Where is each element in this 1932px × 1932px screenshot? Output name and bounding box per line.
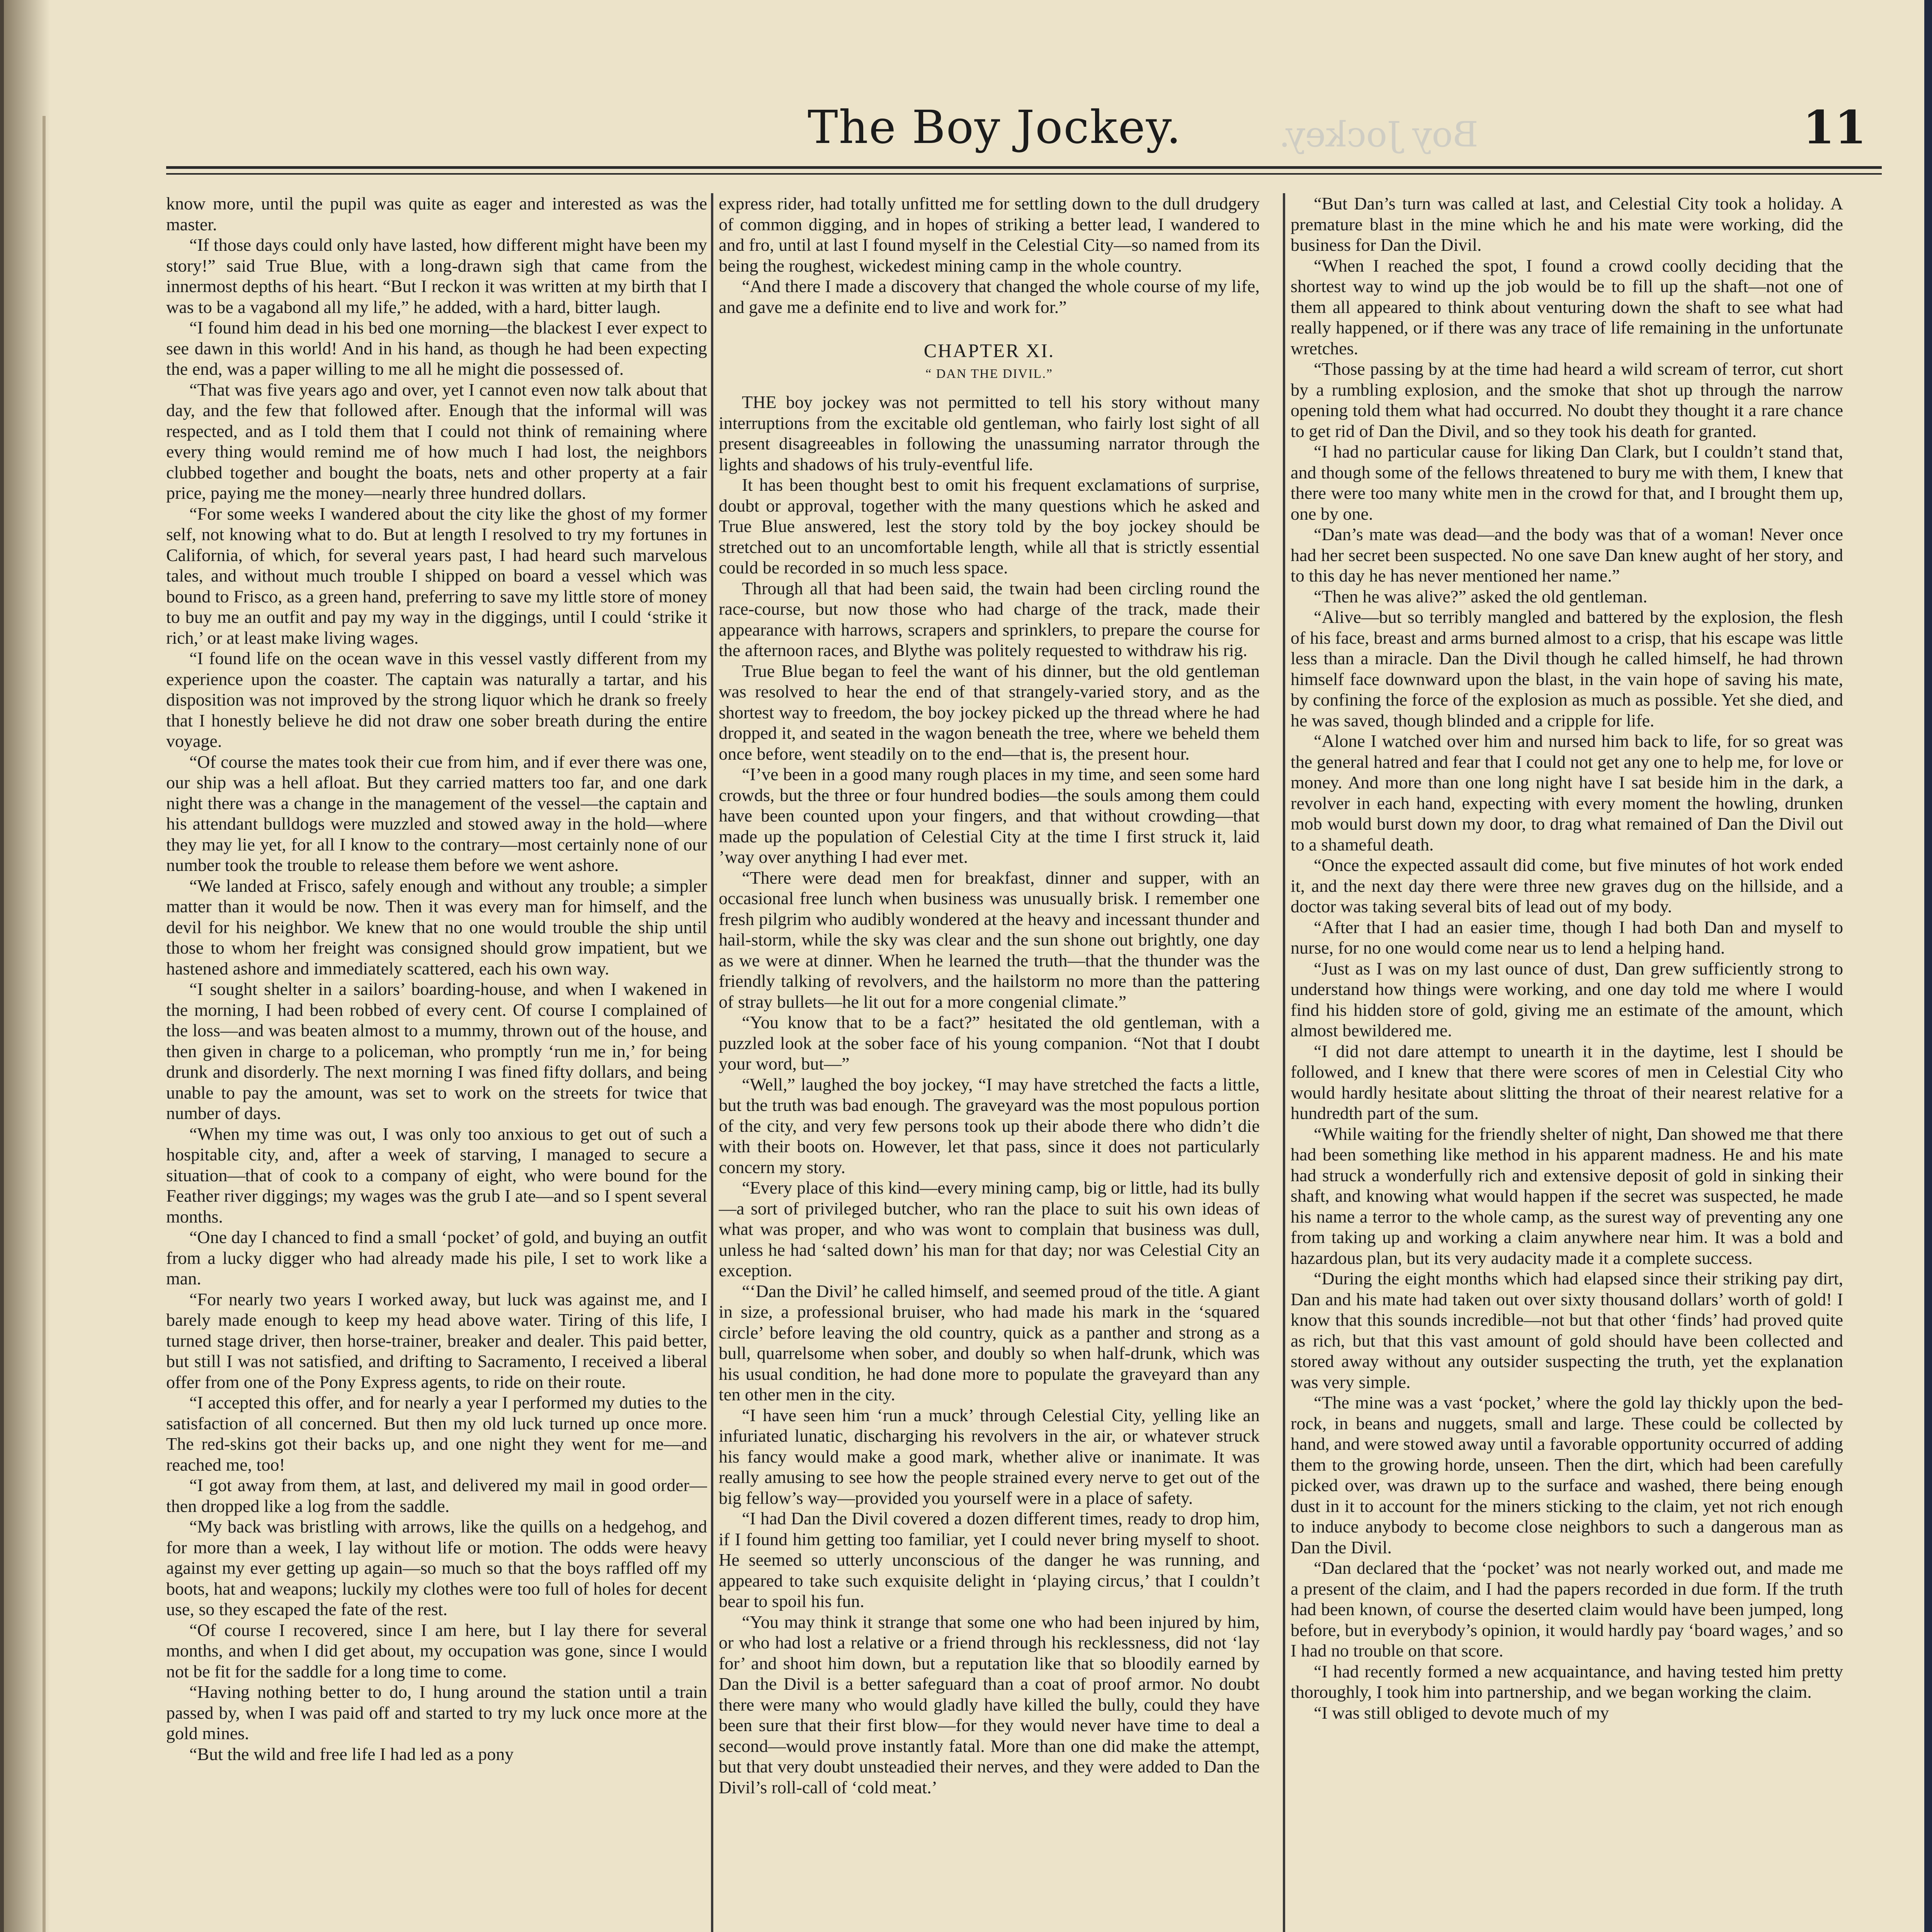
paragraph: “There were dead men for breakfast, dinner and supper, with an occasional free lunch when business was unusually brisk. I remember one fresh pilgrim who audibly wondered at the heavy and incessant thunder and hail-storm, while the sky was clear and the sun shone out brightly, one day as we were at dinner. When he learned the truth—that the thunder was the friendly talking of revolvers, and the hailstorm no more than the pattering of stray bullets—he lit out for a more congenial climate.” — [719, 867, 1260, 1012]
column-divider — [1283, 193, 1285, 1932]
text-column-3 — [1291, 193, 1843, 1932]
paragraph: “That was five years ago and over, yet I cannot even now talk about that day, and the few that followed after. Enough that the informal will was respected, and as I told them that I could not think of remaining where every thing would remind me of how much I had lost, the neighbors clubbed together and bought the boats, nets and other property at a fair price, paying me the money—nearly three hundred dollars. — [166, 379, 707, 503]
paragraph: “Having nothing better to do, I hung around the station until a train passed by, when I was paid off and started to try my luck once more at the gold mines. — [166, 1682, 707, 1743]
column-divider — [711, 193, 713, 1932]
page-number: 11 — [1803, 100, 1866, 154]
text-column-1 — [166, 193, 707, 1932]
paragraph: “And there I made a discovery that changed the whole course of my life, and gave me a definite end to live and work for.” — [719, 276, 1260, 317]
paragraph: “Alone I watched over him and nursed him back to life, for so great was the general hatred and fear that I could not get any one to help me, for love or money. And more than one long night have I sat beside him in the dark, a revolver in each hand, expecting with every moment the howling, drunken mob would burst down my door, to drag what remained of Dan the Divil out to a shameful death. — [1291, 731, 1843, 854]
paragraph: “Then he was alive?” asked the old gentleman. — [1314, 586, 1648, 606]
chapter-title: “ DAN THE DIVIL.” — [925, 366, 1053, 381]
paragraph: “When I reached the spot, I found a crowd coolly deciding that the shortest way to wind up the job would be to fill up the shaft—not one of them all appeared to think about venturing down the shaft to see what had really happened, or if there was any trace of life remaining in the unfortunate wretches. — [1291, 255, 1843, 358]
paragraph: express rider, had totally unfitted me for settling down to the dull drudgery of common digging, and in hopes of striking a better lead, I wandered to and fro, until at last I found myself in the Celestial City—so named from its being the roughest, wickedest mining camp in the whole country. — [719, 194, 1260, 276]
header-rule-thin — [166, 173, 1882, 175]
paragraph: “During the eight months which had elapsed since their striking pay dirt, Dan and his mate had taken out over sixty thousand dollars’ worth of gold! I know that this sounds incredible—not but that other ‘finds’ had proved quite as rich, but that this vast amount of gold should have been collected and stored away without any outsider suspecting the truth, yet the explanation was very simple. — [1291, 1269, 1843, 1392]
paragraph: “‘Dan the Divil’ he called himself, and seemed proud of the title. A giant in size, a professional bruiser, who had made his mark in the ‘squared circle’ before leaving the old country, quick as a panther and strong as a bull, quarrelsome when sober, and doubly so when half-drunk, which was his usual condition, he had done more to populate the graveyard than any ten other men in the city. — [719, 1281, 1260, 1404]
paragraph: “But the wild and free life I had led as a pony — [189, 1744, 514, 1764]
header-rule — [166, 166, 1882, 169]
paragraph: “I was still obliged to devote much of my — [1314, 1702, 1609, 1723]
running-header — [166, 93, 1882, 185]
paragraph: “If those days could only have lasted, how different might have been my story!” said True Blue, with a long-drawn sigh that came from the innermost depths of his heart. “But I reckon it was written at my birth that I was to be a vagabond all my life,” he added, with a hard, bitter laugh. — [166, 235, 707, 317]
paragraph: “We landed at Frisco, safely enough and without any trouble; a simpler matter than it would be now. Then it was every man for himself, and the devil for his neighbor. We knew that no one would trouble the ship until those to whom her freight was consigned should grow impatient, but we hastened ashore and immediately scattered, each his own way. — [166, 876, 707, 978]
paragraph: “Of course I recovered, since I am here, but I lay there for several months, and when I did get about, my occupation was gone, since I would not be fit for the saddle for a long time to come. — [166, 1620, 707, 1681]
paragraph: “I got away from them, at last, and delivered my mail in good order—then dropped like a log from the saddle. — [166, 1475, 707, 1516]
paragraph: “I have seen him ‘run a muck’ through Celestial City, yelling like an infuriated lunatic, discharging his revolvers in the air, or whatever struck his fancy would make a good mark, whether alive or inanimate. It was really amusing to see how the people strained every nerve to get out of the big fellow’s way—provided you yourself were in a place of safety. — [719, 1405, 1260, 1508]
chapter-heading: CHAPTER XI. — [923, 340, 1055, 361]
paragraph: “I had recently formed a new acquaintance, and having tested him pretty thoroughly, I took him into partnership, and we began working the claim. — [1291, 1661, 1843, 1702]
paragraph: “I did not dare attempt to unearth it in the daytime, lest I should be followed, and I knew that there were scores of men in Celestial City who would hardly hesitate about slitting the throat of their nearest relative for a hundredth part of the sum. — [1291, 1041, 1843, 1123]
paragraph: “After that I had an easier time, though I had both Dan and myself to nurse, for no one would come near us to lend a helping hand. — [1291, 917, 1843, 957]
paragraph: “One day I chanced to find a small ‘pocket’ of gold, and buying an outfit from a lucky digger who had already made his pile, I set to work like a man. — [166, 1227, 707, 1288]
paragraph: “For nearly two years I worked away, but luck was against me, and I barely made enough to keep my head above water. Tiring of this life, I turned stage driver, then horse-trainer, breaker and dealer. This paid better, but still I was not satisfied, and drifting to Sacramento, I received a liberal offer from one of the Pony Express agents, to ride on their route. — [166, 1289, 707, 1392]
paragraph: “I’ve been in a good many rough places in my time, and seen some hard crowds, but the three or four hundred bodies—the souls among them could have been counted upon your fingers, and that without crowding—that made up the population of Celestial City at the time I first struck it, laid ’way over anything I had ever met. — [719, 764, 1260, 867]
paragraph: Through all that had been said, the twain had been circling round the race-course, but now those who had charge of the track, made their appearance with harrows, scrapers and sprinklers, to prepare the course for the afternoon races, and Blythe was politely requested to withdraw his rig. — [719, 578, 1260, 660]
paragraph: “I found life on the ocean wave in this vessel vastly different from my experience upon the coaster. The captain was naturally a tartar, and his disposition was not improved by the strong liquor which he drank so freely that I honestly believe he did not draw one sober breath during the entire voyage. — [166, 648, 707, 751]
paragraph: “Dan’s mate was dead—and the body was that of a woman! Never once had her secret been suspected. No one save Dan knew aught of her story, and to this day he has never mentioned her name.” — [1291, 524, 1843, 585]
page-fold-line — [43, 116, 46, 1932]
text-column-2 — [719, 193, 1260, 1932]
paragraph: “I sought shelter in a sailors’ boarding-house, and when I wakened in the morning, I had been robbed of every cent. Of course I complained of the loss—and was beaten almost to a mummy, thrown out of the house, and then given in charge to a policeman, who promptly ‘run me in,’ for being drunk and disorderly. The next morning I was fined fifty dollars, and being unable to pay the amount, was set to work on the streets for twice that number of days. — [166, 979, 707, 1123]
running-title: The Boy Jockey. — [808, 100, 1182, 154]
paragraph: “You know that to be a fact?” hesitated the old gentleman, with a puzzled look at the sober face of his young companion. “Not that I doubt your word, but—” — [719, 1012, 1260, 1073]
paragraph: “While waiting for the friendly shelter of night, Dan showed me that there had been something like method in his apparent madness. He and his mate had struck a wonderfully rich and extensive deposit of gold in sinking their shaft, and knowing what would happen if the secret was suspected, he made his name a terror to the whole camp, as the surest way of preventing any one from taking up and working a claim anywhere near him. It was a bold and hazardous plan, but its very audacity made it a complete success. — [1291, 1124, 1843, 1268]
paragraph: “For some weeks I wandered about the city like the ghost of my former self, not knowing what to do. But at length I resolved to try my fortunes in California, of which, for several years past, I had heard such marvelous tales, and without much trouble I shipped on board a vessel which was bound to Frisco, as a green hand, preferring to save my little store of money to buy me an outfit and pay my way in the diggings, until I could ‘strike it rich,’ or at least make living wages. — [166, 503, 707, 648]
paragraph: “Those passing by at the time had heard a wild scream of terror, cut short by a rumbling explosion, and the smoke that shot up through the narrow opening told them what had occurred. No doubt they thought it a rare chance to get rid of Dan the Divil, and so they took his death for granted. — [1291, 359, 1843, 441]
paragraph: THE boy jockey was not permitted to tell his story without many interruptions from the excitable old gentleman, who fairly lost sight of all present disagreeables in following the unassuming narrator through the lights and shadows of his truly-eventful life. — [719, 392, 1260, 474]
paragraph: “Just as I was on my last ounce of dust, Dan grew sufficiently strong to understand how things were working, and one day told me where I would find his hidden store of gold, giving me an estimate of the amount, which almost bewildered me. — [1291, 958, 1843, 1040]
paragraph: “The mine was a vast ‘pocket,’ where the gold lay thickly upon the bed-rock, in beans and nuggets, small and large. These could be collected by hand, and were stowed away until a favorable opportunity occurred of adding them to the growing horde, unseen. Then the dirt, which had been carefully picked over, was drawn up to the surface and washed, there being enough dust in it to account for the miners sticking to the claim, yet not rich enough to induce anybody to become close neighbors to such a dangerous man as Dan the Divil. — [1291, 1393, 1843, 1557]
paragraph: “But Dan’s turn was called at last, and Celestial City took a holiday. A premature blast in the mine which he and his mate were working, did the business for Dan the Divil. — [1291, 194, 1843, 255]
paragraph: It has been thought best to omit his frequent exclamations of surprise, doubt or approval, together with the many questions which he asked and True Blue answered, lest the story told by the boy jockey should be stretched out to an uncomfortable length, while all that is strictly essential could be recorded in so much less space. — [719, 475, 1260, 577]
paragraph: “I found him dead in his bed one morning—the blackest I ever expect to see dawn in this world! And in his hand, as though he had been expecting the end, was a paper willing to me all he might die possessed of. — [166, 318, 707, 379]
paragraph: “I had Dan the Divil covered a dozen different times, ready to drop him, if I found him getting too familiar, yet I could never bring myself to shoot. He seemed so utterly unconscious of the danger he was running, and appeared to take such exquisite delight in ‘playing circus,’ that I couldn’t bear to spoil his fun. — [719, 1509, 1260, 1611]
paragraph: “I accepted this offer, and for nearly a year I performed my duties to the satisfaction of all concerned. But then my old luck turned up once more. The red-skins got their backs up, and one night they went for me—and reached me, too! — [166, 1393, 707, 1475]
paragraph: “Of course the mates took their cue from him, and if ever there was one, our ship was a hell afloat. But they carried matters too far, and one dark night there was a change in the management of the vessel—the captain and his attendant bulldogs were muzzled and stowed away in the hold—where they may lie yet, for all I know to the contrary—most certainly none of our number took the trouble to release them before we went ashore. — [166, 752, 707, 875]
paragraph: “My back was bristling with arrows, like the quills on a hedgehog, and for more than a week, I lay without life or motion. The odds were heavy against my ever getting up again—so much so that the boys raffled off my boots, hat and weapons; luckily my clothes were too full of holes for decent use, so they escaped the fate of the rest. — [166, 1517, 707, 1619]
paragraph: “Alive—but so terribly mangled and battered by the explosion, the flesh of his face, breast and arms burned almost to a crisp, that his escape was little less than a miracle. Dan the Divil though he called himself, he had thrown himself face downward upon the blast, in the vain hope of saving his mate, by confining the force of the explosion as much as possible. Yet she died, and he was saved, though blinded and a cripple for life. — [1291, 607, 1843, 730]
paragraph: “Dan declared that the ‘pocket’ was not nearly worked out, and made me a present of the claim, and I had the papers recorded in due form. If the truth had been known, of course the deserted claim would have been jumped, long before, but in everybody’s opinion, it would hardly pay ‘board wages,’ and so I had no trouble on that score. — [1291, 1558, 1843, 1660]
paragraph: “I had no particular cause for liking Dan Clark, but I couldn’t stand that, and though some of the fellows threatened to bury me with them, I knew that there were too many white men in the crowd for that, and I brought them up, one by one. — [1291, 442, 1843, 524]
paragraph: “Well,” laughed the boy jockey, “I may have stretched the facts a little, but the truth was bad enough. The graveyard was the most populous portion of the city, and very few persons took up their abode there who didn’t die with their boots on. However, let that pass, since it does not particularly concern my story. — [719, 1074, 1260, 1177]
paragraph: “Every place of this kind—every mining camp, big or little, had its bully—a sort of privileged butcher, who ran the place to suit his own ideas of what was proper, and who was wont to complain that business was dull, unless he had ‘salted down’ his man for that day; nor was Celestial City an exception. — [719, 1178, 1260, 1280]
paragraph: True Blue began to feel the want of his dinner, but the old gentleman was resolved to hear the end of that strangely-varied story, and as the shortest way to freedom, the boy jockey picked up the thread where he had dropped it, and seated in the wagon beneath the tree, where we beheld them once before, went steadily on to the end—that is, the present hour. — [719, 661, 1260, 764]
paragraph: “You may think it strange that some one who had been injured by him, or who had lost a relative or a friend through his recklessness, did not ‘lay for’ and shoot him down, but a reputation like that so bloodily earned by Dan the Divil is a better safeguard than a coat of proof armor. No doubt there were many who would gladly have killed the bully, could they have been sure that their first blow—for they would never have time to deal a second—would prove instantly fatal. More than one did make the attempt, but that very doubt unsteadied their nerves, and they were added to Dan the Divil’s roll-call of ‘cold meat.’ — [719, 1612, 1260, 1797]
show-through-text: Boy Jockey. — [1279, 114, 1478, 155]
paragraph: know more, until the pupil was quite as eager and interested as was the master. — [166, 194, 707, 234]
paragraph: “When my time was out, I was only too anxious to get out of such a hospitable city, and, after a week of starving, I managed to secure a situation—that of cook to a company of eight, who were bound for the Feather river diggings; my wages was the grub I ate—and so I spent several months. — [166, 1124, 707, 1226]
paragraph: “Once the expected assault did come, but five minutes of hot work ended it, and the next day there were three new graves dug on the hillside, and a doctor was taking several bits of lead out of my body. — [1291, 855, 1843, 916]
